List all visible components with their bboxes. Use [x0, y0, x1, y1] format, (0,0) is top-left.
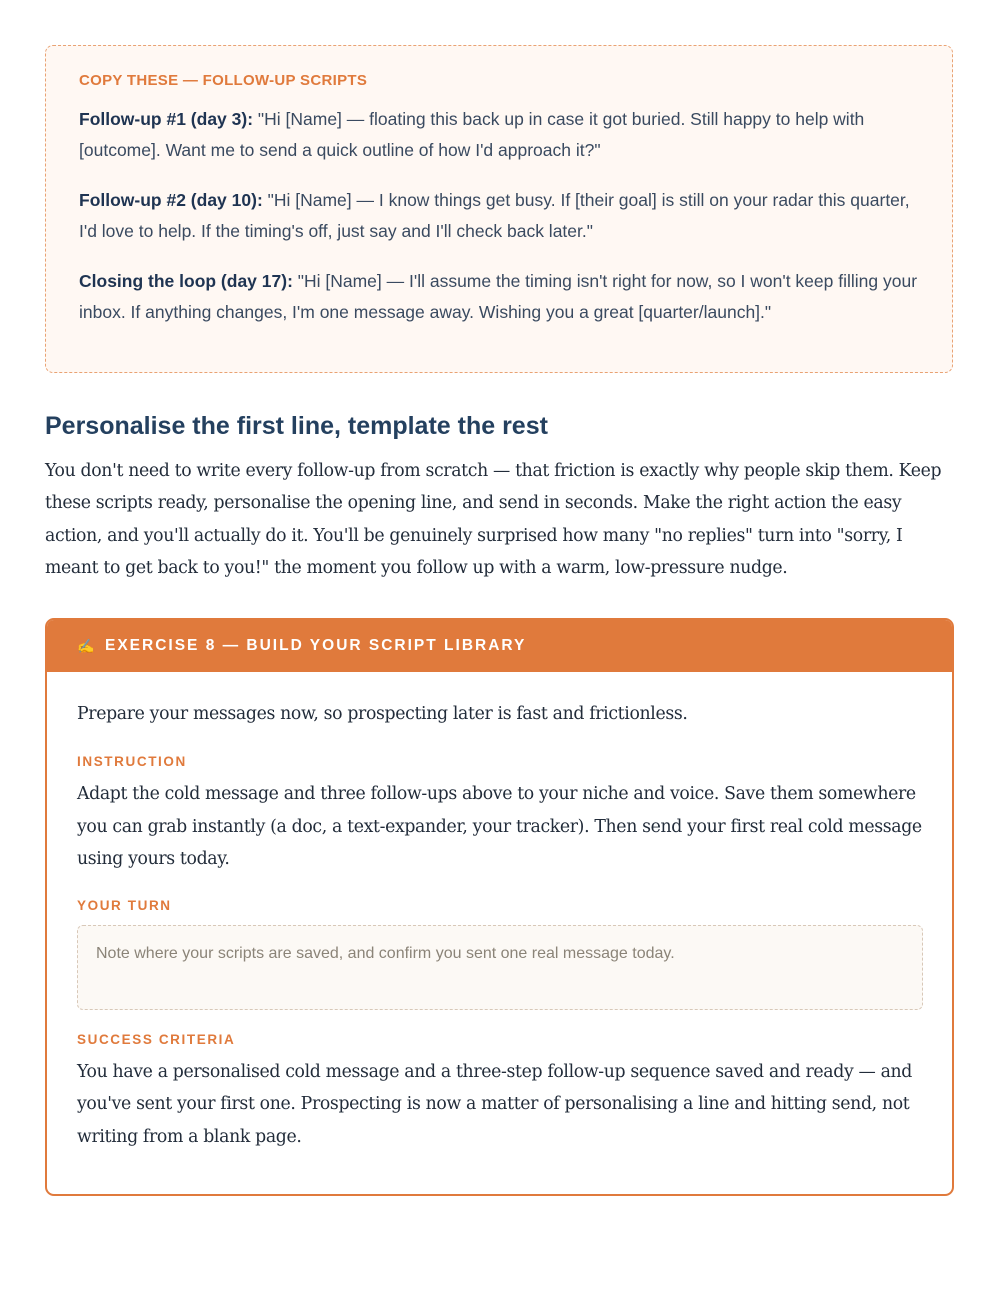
exercise-content: [47, 672, 952, 1153]
script-closing-loop: [79, 266, 920, 328]
scripts-label: COPY THESE — FOLLOW-UP SCRIPTS: [79, 72, 368, 89]
follow-up-scripts-box: [45, 45, 953, 373]
script-text: "Hi [Name] — floating this back up in case it got buried. Still happy to help with [outcome]. Want me to send a quick outline of how I'd approach it?": [79, 109, 865, 160]
script-follow-up-2: [79, 185, 920, 247]
exercise-intro: Prepare your messages now, so prospecting later is fast and frictionless.: [77, 704, 688, 724]
script-lead: Closing the loop (day 17):: [79, 271, 293, 291]
success-criteria-text: You have a personalised cold message and a three-step follow-up sequence saved and ready — and you've sent your first one. Prospecting is now a matter of personalising a line and hitting send, not writing from a blank page.: [77, 1062, 913, 1147]
exercise-title: EXERCISE 8 — BUILD YOUR SCRIPT LIBRARY: [105, 637, 527, 654]
instruction-label: INSTRUCTION: [77, 754, 187, 770]
your-turn-input[interactable]: Note where your scripts are saved, and confirm you sent one real message today.: [77, 925, 923, 1010]
instruction-text: Adapt the cold message and three follow-ups above to your niche and voice. Save them somewhere you can grab instantly (a doc, a text-expander, your tracker). Then send your first real cold message using yours today.: [77, 784, 922, 869]
exercise-header: [47, 620, 952, 672]
success-criteria-label: SUCCESS CRITERIA: [77, 1032, 236, 1048]
writing-hand-icon: ✍: [77, 637, 95, 654]
script-text: "Hi [Name] — I'll assume the timing isn't right for now, so I won't keep filling your inbox. If anything changes, I'm one message away. Wishing you a great [quarter/launch].": [79, 271, 918, 322]
script-lead: Follow-up #2 (day 10):: [79, 190, 263, 210]
script-text: "Hi [Name] — I know things get busy. If [their goal] is still on your radar this quarter, I'd love to help. If the timing's off, just say and I'll check back later.": [79, 190, 910, 241]
section-title: Personalise the first line, template the rest: [45, 412, 548, 440]
your-turn-label: YOUR TURN: [77, 898, 172, 914]
section-body: You don't need to write every follow-up from scratch — that friction is exactly why people skip them. Keep these scripts ready, personalise the opening line, and send in seconds. Make the right action the easy action, and you'll actually do it. You'll be genuinely surprised how many "no replies" turn into "sorry, I meant to get back to you!" the moment you follow up with a warm, low-pressure nudge.: [45, 461, 942, 578]
script-lead: Follow-up #1 (day 3):: [79, 109, 254, 129]
exercise-card: [45, 618, 954, 1196]
script-follow-up-1: [79, 104, 920, 166]
